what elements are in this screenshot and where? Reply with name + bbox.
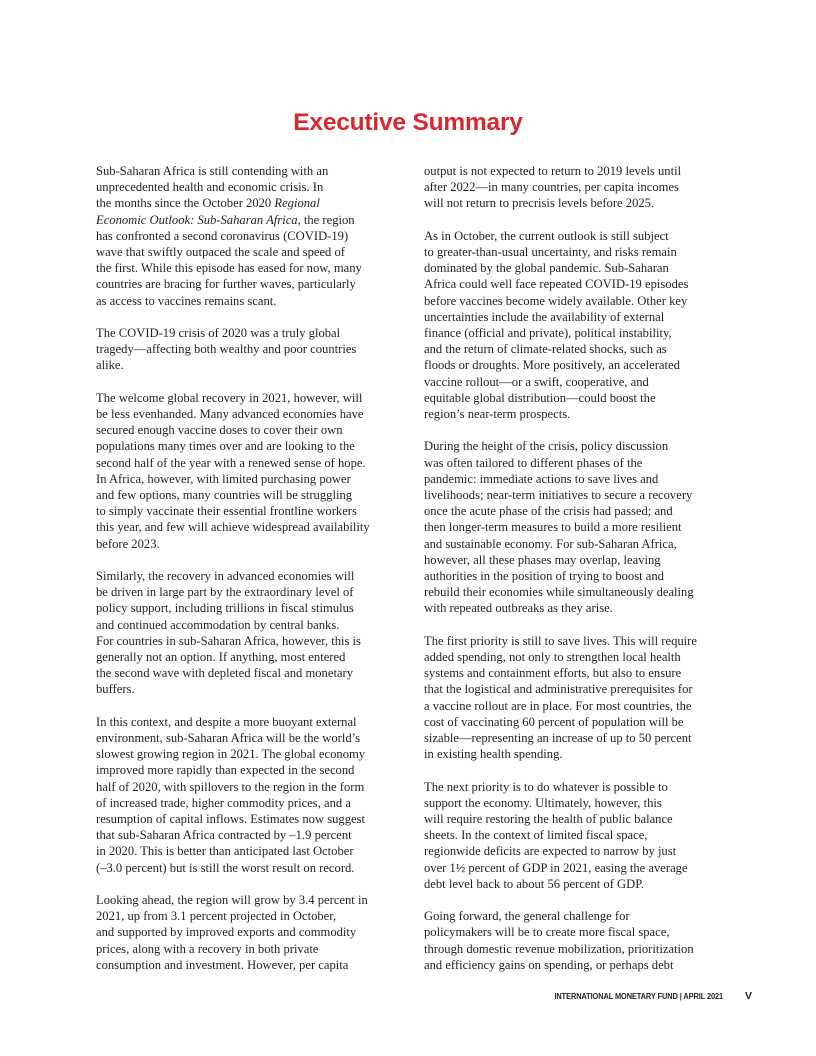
text-line: (–3.0 percent) but is still the worst result on record.: [96, 860, 355, 875]
text-line: uncertainties include the availability of external: [424, 309, 665, 324]
text-line: improved more rapidly than expected in the second: [96, 763, 355, 778]
text-line: Sub-Saharan Africa is still contending with an: [96, 164, 329, 178]
body-paragraph: [424, 633, 729, 763]
text-line: In Africa, however, with limited purchasing power: [96, 471, 351, 486]
body-paragraph: [424, 438, 729, 616]
text-line: prices, along with a recovery in both private: [96, 941, 319, 956]
text-line: secured enough vaccine doses to cover their own: [96, 423, 343, 438]
text-line: wave that swiftly outpaced the scale and speed of: [96, 245, 345, 260]
text-line: and sustainable economy. For sub-Saharan Africa,: [424, 536, 677, 551]
text-line: that the logistical and administrative prerequisites for: [424, 682, 693, 697]
text-line: was often tailored to different phases of the: [424, 455, 643, 470]
text-line: in 2020. This is better than anticipated last October: [96, 844, 354, 859]
body-paragraph: [96, 390, 397, 552]
text-line: generally not an option. If anything, most entered: [96, 650, 346, 665]
text-line: Looking ahead, the region will grow by 3.4 percent in: [96, 893, 368, 908]
right-column: [424, 163, 729, 989]
text-line: before 2023.: [96, 536, 160, 551]
text-line: support the economy. Ultimately, however, this: [424, 795, 662, 810]
text-line: and the return of climate-related shocks, such as: [424, 342, 667, 357]
text-line: consumption and investment. However, per capita: [96, 957, 349, 972]
text-line: Similarly, the recovery in advanced economies will: [96, 569, 355, 584]
text-line: policymakers will be to create more fiscal space,: [424, 925, 670, 940]
text-line: During the height of the crisis, policy discussion: [424, 439, 669, 454]
text-line: alike.: [96, 358, 124, 373]
text-line: sheets. In the context of limited fiscal space,: [424, 828, 648, 843]
text-line: second half of the year with a renewed sense of hope.: [96, 455, 366, 470]
text-line: sizable—representing an increase of up to 50 percent: [424, 731, 692, 746]
page-number: V: [744, 990, 752, 1002]
text-line: livelihoods; near-term initiatives to secure a recovery: [424, 488, 693, 503]
text-line: region’s near-term prospects.: [424, 407, 571, 422]
text-line: The COVID-19 crisis of 2020 was a truly global: [96, 326, 341, 341]
text-line: after 2022—in many countries, per capita incomes: [424, 180, 679, 195]
text-line: debt level back to about 56 percent of GDP.: [424, 876, 644, 891]
body-paragraph: [424, 779, 729, 892]
text-line: dominated by the global pandemic. Sub-Saharan: [424, 261, 669, 276]
body-paragraph: [424, 163, 729, 212]
text-line: policy support, including trillions in fiscal stimulus: [96, 601, 354, 616]
text-line: 2021, up from 3.1 percent projected in October,: [96, 909, 337, 924]
text-line: equitable global distribution—could boost the: [424, 390, 656, 405]
text-line: Going forward, the general challenge for: [424, 909, 630, 924]
text-line: rebuild their economies while simultaneously dealing: [424, 585, 694, 600]
text-line: cost of vaccinating 60 percent of population will be: [424, 714, 684, 729]
text-line: that sub-Saharan Africa contracted by –1.9 percent: [96, 828, 352, 843]
text-line: in existing health spending.: [424, 747, 563, 762]
text-line: be less evenhanded. Many advanced economies have: [96, 407, 364, 422]
text-line: vaccine rollout—or a swift, cooperative, and: [424, 374, 649, 389]
footer-publication: INTERNATIONAL MONETARY FUND | APRIL 2021: [554, 991, 723, 1001]
text-line: pandemic: immediate actions to save lives and: [424, 471, 659, 486]
body-paragraph: [96, 163, 397, 309]
text-line: Economic Outlook: Sub-Saharan Africa, the region: [96, 212, 355, 227]
text-line: and supported by improved exports and commodity: [96, 925, 357, 940]
text-line: has confronted a second coronavirus (COVID-19): [96, 228, 349, 243]
text-line: with repeated outbreaks as they arise.: [424, 601, 613, 616]
body-paragraph: [96, 325, 397, 374]
text-line: once the acute phase of the crisis had passed; and: [424, 504, 673, 519]
text-line: tragedy—affecting both wealthy and poor countries: [96, 342, 357, 357]
page-footer: [527, 990, 752, 1002]
text-line: regionwide deficits are expected to narrow by just: [424, 844, 677, 859]
left-column: [96, 163, 397, 989]
text-line: the months since the October 2020 Regional: [96, 196, 320, 211]
text-line: In this context, and despite a more buoyant external: [96, 714, 357, 729]
page-title: Executive Summary: [293, 109, 523, 136]
text-line: buffers.: [96, 682, 135, 697]
text-line: however, all these phases may overlap, leaving: [424, 552, 661, 567]
text-line: will require restoring the health of public balance: [424, 812, 673, 827]
text-line: The next priority is to do whatever is possible to: [424, 779, 668, 794]
text-line: this year, and few will achieve widespread availability: [96, 520, 370, 535]
text-line: authorities in the position of trying to boost and: [424, 569, 664, 584]
text-line: as access to vaccines remains scant.: [96, 293, 277, 308]
text-line: of increased trade, higher commodity prices, and a: [96, 795, 351, 810]
text-line: systems and containment efforts, but also to ensure: [424, 666, 682, 681]
body-paragraph: [424, 908, 729, 973]
text-line: slowest growing region in 2021. The global economy: [96, 747, 366, 762]
text-line: environment, sub-Saharan Africa will be the world’s: [96, 731, 361, 746]
text-line: As in October, the current outlook is still subject: [424, 228, 669, 243]
text-line: countries are bracing for further waves, particularly: [96, 277, 356, 292]
text-line: unprecedented health and economic crisis. In: [96, 180, 324, 195]
text-line: floods or droughts. More positively, an accelerated: [424, 358, 680, 373]
text-line: output is not expected to return to 2019 levels until: [424, 164, 682, 178]
text-line: half of 2020, with spillovers to the region in the form: [96, 779, 365, 794]
text-line: populations many times over and are looking to the: [96, 439, 355, 454]
text-line: to greater-than-usual uncertainty, and risks remain: [424, 245, 677, 259]
text-line: and few options, many countries will be struggling: [96, 488, 353, 503]
text-line: and continued accommodation by central banks.: [96, 617, 340, 632]
text-line: through domestic revenue mobilization, prioritization: [424, 941, 694, 956]
text-line: Africa could well face repeated COVID-19 episodes: [424, 277, 689, 292]
body-paragraph: [96, 568, 397, 698]
text-line: to simply vaccinate their essential frontline workers: [96, 504, 357, 519]
text-line: For countries in sub-Saharan Africa, however, this is: [96, 633, 361, 648]
text-line: the second wave with depleted fiscal and monetary: [96, 666, 354, 681]
text-line: before vaccines become widely available. Other key: [424, 293, 688, 308]
text-line: added spending, not only to strengthen local health: [424, 650, 681, 665]
text-line: be driven in large part by the extraordinary level of: [96, 585, 354, 600]
text-line: then longer-term measures to build a more resilient: [424, 520, 682, 535]
body-paragraph: [96, 892, 397, 973]
text-line: resumption of capital inflows. Estimates now suggest: [96, 812, 365, 827]
text-line: finance (official and private), political instability,: [424, 326, 672, 341]
text-line: The first priority is still to save lives. This will require: [424, 633, 697, 648]
text-line: the first. While this episode has eased for now, many: [96, 261, 362, 276]
body-paragraph: [424, 228, 729, 422]
text-line: a vaccine rollout are in place. For most countries, the: [424, 698, 692, 713]
body-paragraph: [96, 714, 397, 876]
text-line: will not return to precrisis levels before 2025.: [424, 196, 655, 211]
text-line: over 1½ percent of GDP in 2021, easing the average: [424, 860, 688, 875]
text-line: and efficiency gains on spending, or perhaps debt: [424, 957, 674, 972]
text-line: The welcome global recovery in 2021, however, will: [96, 390, 363, 405]
